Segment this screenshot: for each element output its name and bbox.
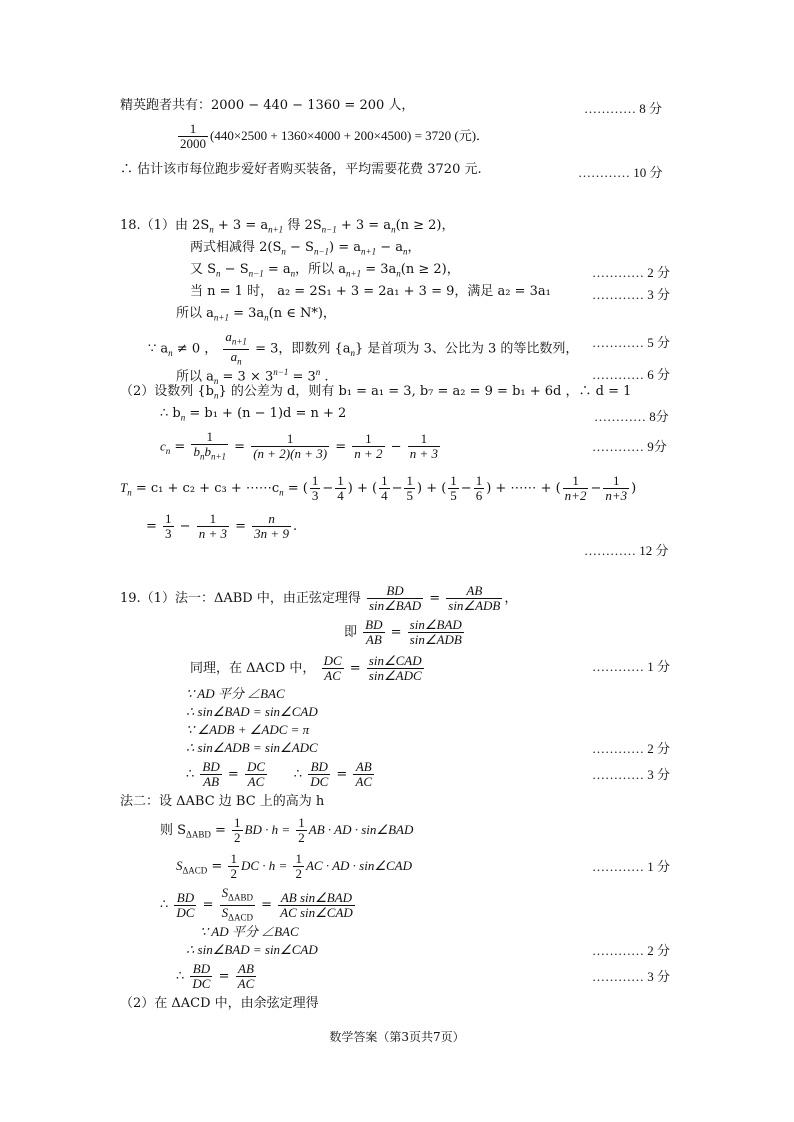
- score-9: ………… 9分: [592, 439, 667, 454]
- q18-line-5: 所以 $a_{n+1} = 3a_n(n$ ∈ N*)，: [176, 306, 336, 323]
- score-8: ………… 8 分: [584, 101, 663, 116]
- score-1: ………… 1 分: [592, 659, 671, 674]
- score-5: ………… 5 分: [592, 335, 671, 350]
- q18-line-6: ∵ $a_n \ne 0$ ， $\frac{a_{n+1}}{a_n}$ = 3，即数列 $\{a_n\}$ 是首项为 3、公比为 3 的等比数列，: [148, 329, 579, 367]
- fraction: $\frac{1}{b_nb_{n+1}}$: [193, 429, 227, 462]
- q18-line-2: 两式相减得 $2(S_n - S_{n-1}) = a_{n+1} - a_n$，: [190, 240, 421, 257]
- score-8b: ………… 8分: [594, 409, 669, 424]
- fraction: $\frac{1}{n + 3}$: [409, 431, 438, 462]
- q18-line-12: = $\frac{1}{3}$ − $\frac{1}{n + 3}$ = $\frac{n}{3n + 9}$ .: [146, 511, 298, 541]
- q19-line-14: ∴ sin∠BAD = sin∠CAD: [186, 942, 318, 957]
- q19-line-1: 19.（1）法一：ΔABD 中，由正弦定理得 $\frac{BD}{\text{sin∠BAD}}$ = $\frac{AB}{\text{sin∠ADB}}$ ，: [120, 583, 518, 613]
- score-10: ………… 10 分: [578, 165, 663, 180]
- q19-line-13: ∵ AD 平分 ∠BAC: [200, 924, 299, 939]
- q18-line-10: $c_n$ = $\frac{1}{b_nb_{n+1}}$ = $\frac{1}{(n + 2)(n + 3)}$ = $\frac{1}{n + 2}$ − $\frac{1}{n + 3}$: [160, 429, 438, 462]
- q18-line-4: 当 n = 1 时， a₂ = 2S₁ + 3 = 2a₁ + 3 = 9，满足 a₂ = 3a₁: [190, 284, 551, 299]
- q18-line-7: 所以 $a_n = 3 \times 3^{n-1} = 3^n$ .: [176, 367, 329, 386]
- score-3b: ………… 3 分: [592, 767, 671, 782]
- score-6: ………… 6 分: [592, 367, 671, 382]
- score-12: ………… 12 分: [584, 543, 669, 558]
- fraction: $\frac{a_{n+1}}{a_n}$: [225, 329, 247, 367]
- score-3c: ………… 3 分: [592, 969, 671, 984]
- score-2: ………… 2 分: [592, 265, 671, 280]
- fraction: $\frac{1}{2000}$: [180, 121, 206, 151]
- q18-line-1: 18.（1）由 $2S_n + 3 = a_{n+1}$ 得 $2S_{n-1} + 3 = a_n(n \ge 2)$，: [120, 218, 455, 235]
- line-elite-runners: 精英跑者共有：2000 − 440 − 1360 = 200 人，: [120, 98, 415, 113]
- line-conclusion: ∴ 估计该市每位跑步爱好者购买装备，平均需要花费 3720 元.: [120, 162, 482, 177]
- q18-line-3: 又 $S_n - S_{n-1} = a_n$，所以 $a_{n+1} = 3a_n(n \ge 2)$，: [190, 262, 460, 279]
- q18-line-11: $T_n = c_1 + c_2 + c_3$ + $\cdots\cdots c_n$ = ( $\frac{1}{3}$ − $\frac{1}{4}$ ) + ( $\frac{1}{4}$ − $\frac{1}{5}$ ) + ( $\frac{1}{5}$ − $\frac{1}{6}$ ) + ⋯⋯ + ( $\frac{1}{n+2}$ − $\frac{1}{n+3}$ ): [120, 473, 637, 503]
- q19-line-4: ∵ AD 平分 ∠BAC: [186, 686, 285, 701]
- q19-line-3: 同理，在 ΔACD 中， $\frac{DC}{AC}$ = $\frac{\text{sin∠CAD}}{\text{sin∠ADC}}$: [190, 653, 422, 683]
- q19-line-8: ∴ $\frac{BD}{AB}$ = $\frac{DC}{AC}$ ∴ $\frac{BD}{DC}$ = $\frac{AB}{AC}$: [186, 759, 373, 789]
- score-3: ………… 3 分: [592, 287, 671, 302]
- score-2c: ………… 2 分: [592, 943, 671, 958]
- fraction: $\frac{1}{n + 2}$: [354, 431, 383, 462]
- q19-line-5: ∴ sin∠BAD = sin∠CAD: [186, 704, 318, 719]
- line-average-cost: $\frac{1}{2000}$ (440×2500 + 1360×4000 + 200×4500) = 3720 (元)．: [180, 121, 490, 151]
- q19-line-11: $S_{\Delta ACD}$ = $\frac{1}{2}$ DC · h = $\frac{1}{2}$ AC · AD · sin∠CAD: [176, 851, 412, 881]
- fraction: $\frac{1}{(n + 2)(n + 3)}$: [253, 431, 328, 462]
- q18-line-9: ∴ $b_n = b_1 + (n - 1)d = n + 2$: [160, 406, 347, 423]
- page-footer: 数学答案（第3页共7页）: [329, 1030, 465, 1044]
- q19-method-2: 法二：设 ΔABC 边 BC 上的高为 h: [120, 794, 325, 809]
- q18-line-8: （2）设数列 $\{b_n\}$ 的公差为 d，则有 b₁ = a₁ = 3, b₇ = a₂ = 9 = b₁ + 6d ，∴ d = 1: [120, 384, 632, 401]
- q19-line-12: ∴ $\frac{BD}{DC}$ = $\frac{S_{\Delta ABD}}{S_{\Delta ACD}}$ = $\frac{\text{AB sin∠BAD}}{\text{AC sin∠CAD}}$: [160, 885, 353, 923]
- score-2b: ………… 2 分: [592, 741, 671, 756]
- q19-line-2: 即 $\frac{BD}{AB}$ = $\frac{\text{sin∠BAD}}{\text{sin∠ADB}}$: [344, 617, 462, 647]
- score-1b: ………… 1 分: [592, 859, 671, 874]
- q19-line-6: ∵ ∠ADB + ∠ADC = π: [186, 722, 310, 737]
- q19-line-10: 则 $S_{\Delta ABD}$ = $\frac{1}{2}$ BD · h = $\frac{1}{2}$ AB · AD · sin∠BAD: [160, 815, 414, 845]
- q19-line-15: ∴ $\frac{BD}{DC}$ = $\frac{AB}{AC}$: [176, 961, 255, 991]
- q19-part-2: （2）在 ΔACD 中，由余弦定理得: [120, 996, 319, 1011]
- q19-line-7: ∴ sin∠ADB = sin∠ADC: [186, 740, 318, 755]
